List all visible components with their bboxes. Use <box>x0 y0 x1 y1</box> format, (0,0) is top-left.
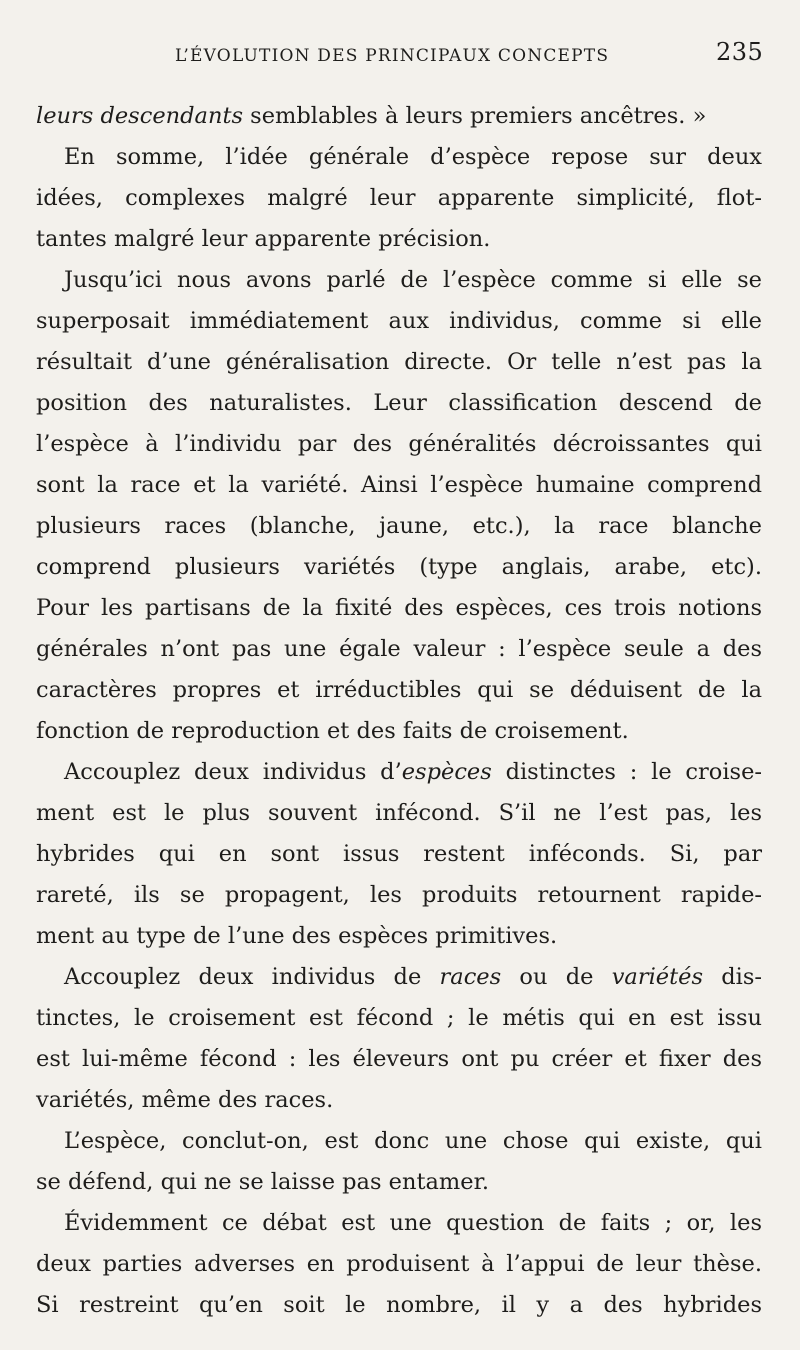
text-segment: deux parties adverses en produisent à l’appui de leur thèse. <box>36 1251 762 1277</box>
text-line <box>36 711 762 752</box>
text-line <box>36 1244 762 1285</box>
text-line <box>36 916 762 957</box>
text-line <box>36 834 762 875</box>
text-line <box>36 752 762 793</box>
text-line <box>36 1162 762 1203</box>
text-line <box>36 547 762 588</box>
text-segment: ment est le plus souvent infécond. S’il ne l’est pas, les <box>36 800 762 826</box>
text-segment: ou de <box>501 964 612 990</box>
text-line <box>36 1080 762 1121</box>
text-segment: Accouplez deux individus d’ <box>64 759 402 785</box>
text-segment: ment au type de l’une des espèces primitives. <box>36 923 558 949</box>
text-line <box>36 506 762 547</box>
text-line <box>36 424 762 465</box>
text-line <box>36 96 762 137</box>
text-segment: En somme, l’idée générale d’espèce repose sur deux <box>64 144 762 170</box>
italic-text: espèces <box>401 759 492 785</box>
text-line <box>36 793 762 834</box>
text-line <box>36 1285 762 1326</box>
italic-text: variétés <box>611 964 703 990</box>
text-line <box>36 1039 762 1080</box>
italic-text: races <box>439 964 502 990</box>
text-segment: Évidemment ce débat est une question de faits ; or, les <box>64 1210 762 1236</box>
text-segment: dis- <box>703 964 763 990</box>
text-line <box>36 629 762 670</box>
text-segment: comprend plusieurs variétés (type anglais, arabe, etc). <box>36 554 762 580</box>
text-segment: fonction de reproduction et des faits de croisement. <box>36 718 629 744</box>
text-segment: distinctes : le croise- <box>491 759 762 785</box>
text-segment: Accouplez deux individus de <box>64 964 440 990</box>
text-segment: idées, complexes malgré leur apparente simplicité, flot- <box>36 185 762 211</box>
text-line <box>36 137 762 178</box>
text-line <box>36 1121 762 1162</box>
text-line <box>36 383 762 424</box>
text-segment: plusieurs races (blanche, jaune, etc.), la race blanche <box>36 513 762 539</box>
body-text <box>36 96 762 1326</box>
text-line <box>36 260 762 301</box>
text-segment: rareté, ils se propagent, les produits retournent rapide- <box>36 882 762 908</box>
text-line <box>36 465 762 506</box>
text-segment: caractères propres et irréductibles qui se déduisent de la <box>36 677 762 703</box>
text-segment: l’espèce à l’individu par des généralités décroissantes qui <box>36 431 762 457</box>
text-segment: L’espèce, conclut-on, est donc une chose qui existe, qui <box>64 1128 762 1154</box>
text-line <box>36 342 762 383</box>
text-line <box>36 588 762 629</box>
page-number: 235 <box>716 38 764 66</box>
text-line <box>36 670 762 711</box>
italic-text: leurs descendants <box>36 103 244 129</box>
text-segment: générales n’ont pas une égale valeur : l’espèce seule a des <box>36 636 762 662</box>
text-segment: résultait d’une généralisation directe. Or telle n’est pas la <box>36 349 762 375</box>
text-segment: se défend, qui ne se laisse pas entamer. <box>36 1169 490 1195</box>
text-line <box>36 301 762 342</box>
text-segment: hybrides qui en sont issus restent inféconds. Si, par <box>36 841 762 867</box>
text-segment: sont la race et la variété. Ainsi l’espèce humaine comprend <box>36 472 762 498</box>
text-segment: position des naturalistes. Leur classification descend de <box>36 390 762 416</box>
text-line <box>36 998 762 1039</box>
text-segment: Jusqu’ici nous avons parlé de l’espèce comme si elle se <box>64 267 762 293</box>
text-line <box>36 1203 762 1244</box>
text-segment: Si restreint qu’en soit le nombre, il y a des hybrides <box>36 1292 762 1318</box>
text-segment: tantes malgré leur apparente précision. <box>36 226 491 252</box>
text-segment: variétés, même des races. <box>36 1087 334 1113</box>
text-segment: superposait immédiatement aux individus, comme si elle <box>36 308 762 334</box>
text-line <box>36 178 762 219</box>
running-head <box>0 40 800 80</box>
text-segment: Pour les partisans de la fixité des espèces, ces trois notions <box>36 595 762 621</box>
text-segment: est lui-même fécond : les éleveurs ont pu créer et fixer des <box>36 1046 762 1072</box>
text-line <box>36 875 762 916</box>
running-title: L’ÉVOLUTION DES PRINCIPAUX CONCEPTS <box>175 46 610 66</box>
text-line <box>36 219 762 260</box>
text-line <box>36 957 762 998</box>
text-segment: semblables à leurs premiers ancêtres. » <box>243 103 707 129</box>
text-segment: tinctes, le croisement est fécond ; le métis qui en est issu <box>36 1005 762 1031</box>
